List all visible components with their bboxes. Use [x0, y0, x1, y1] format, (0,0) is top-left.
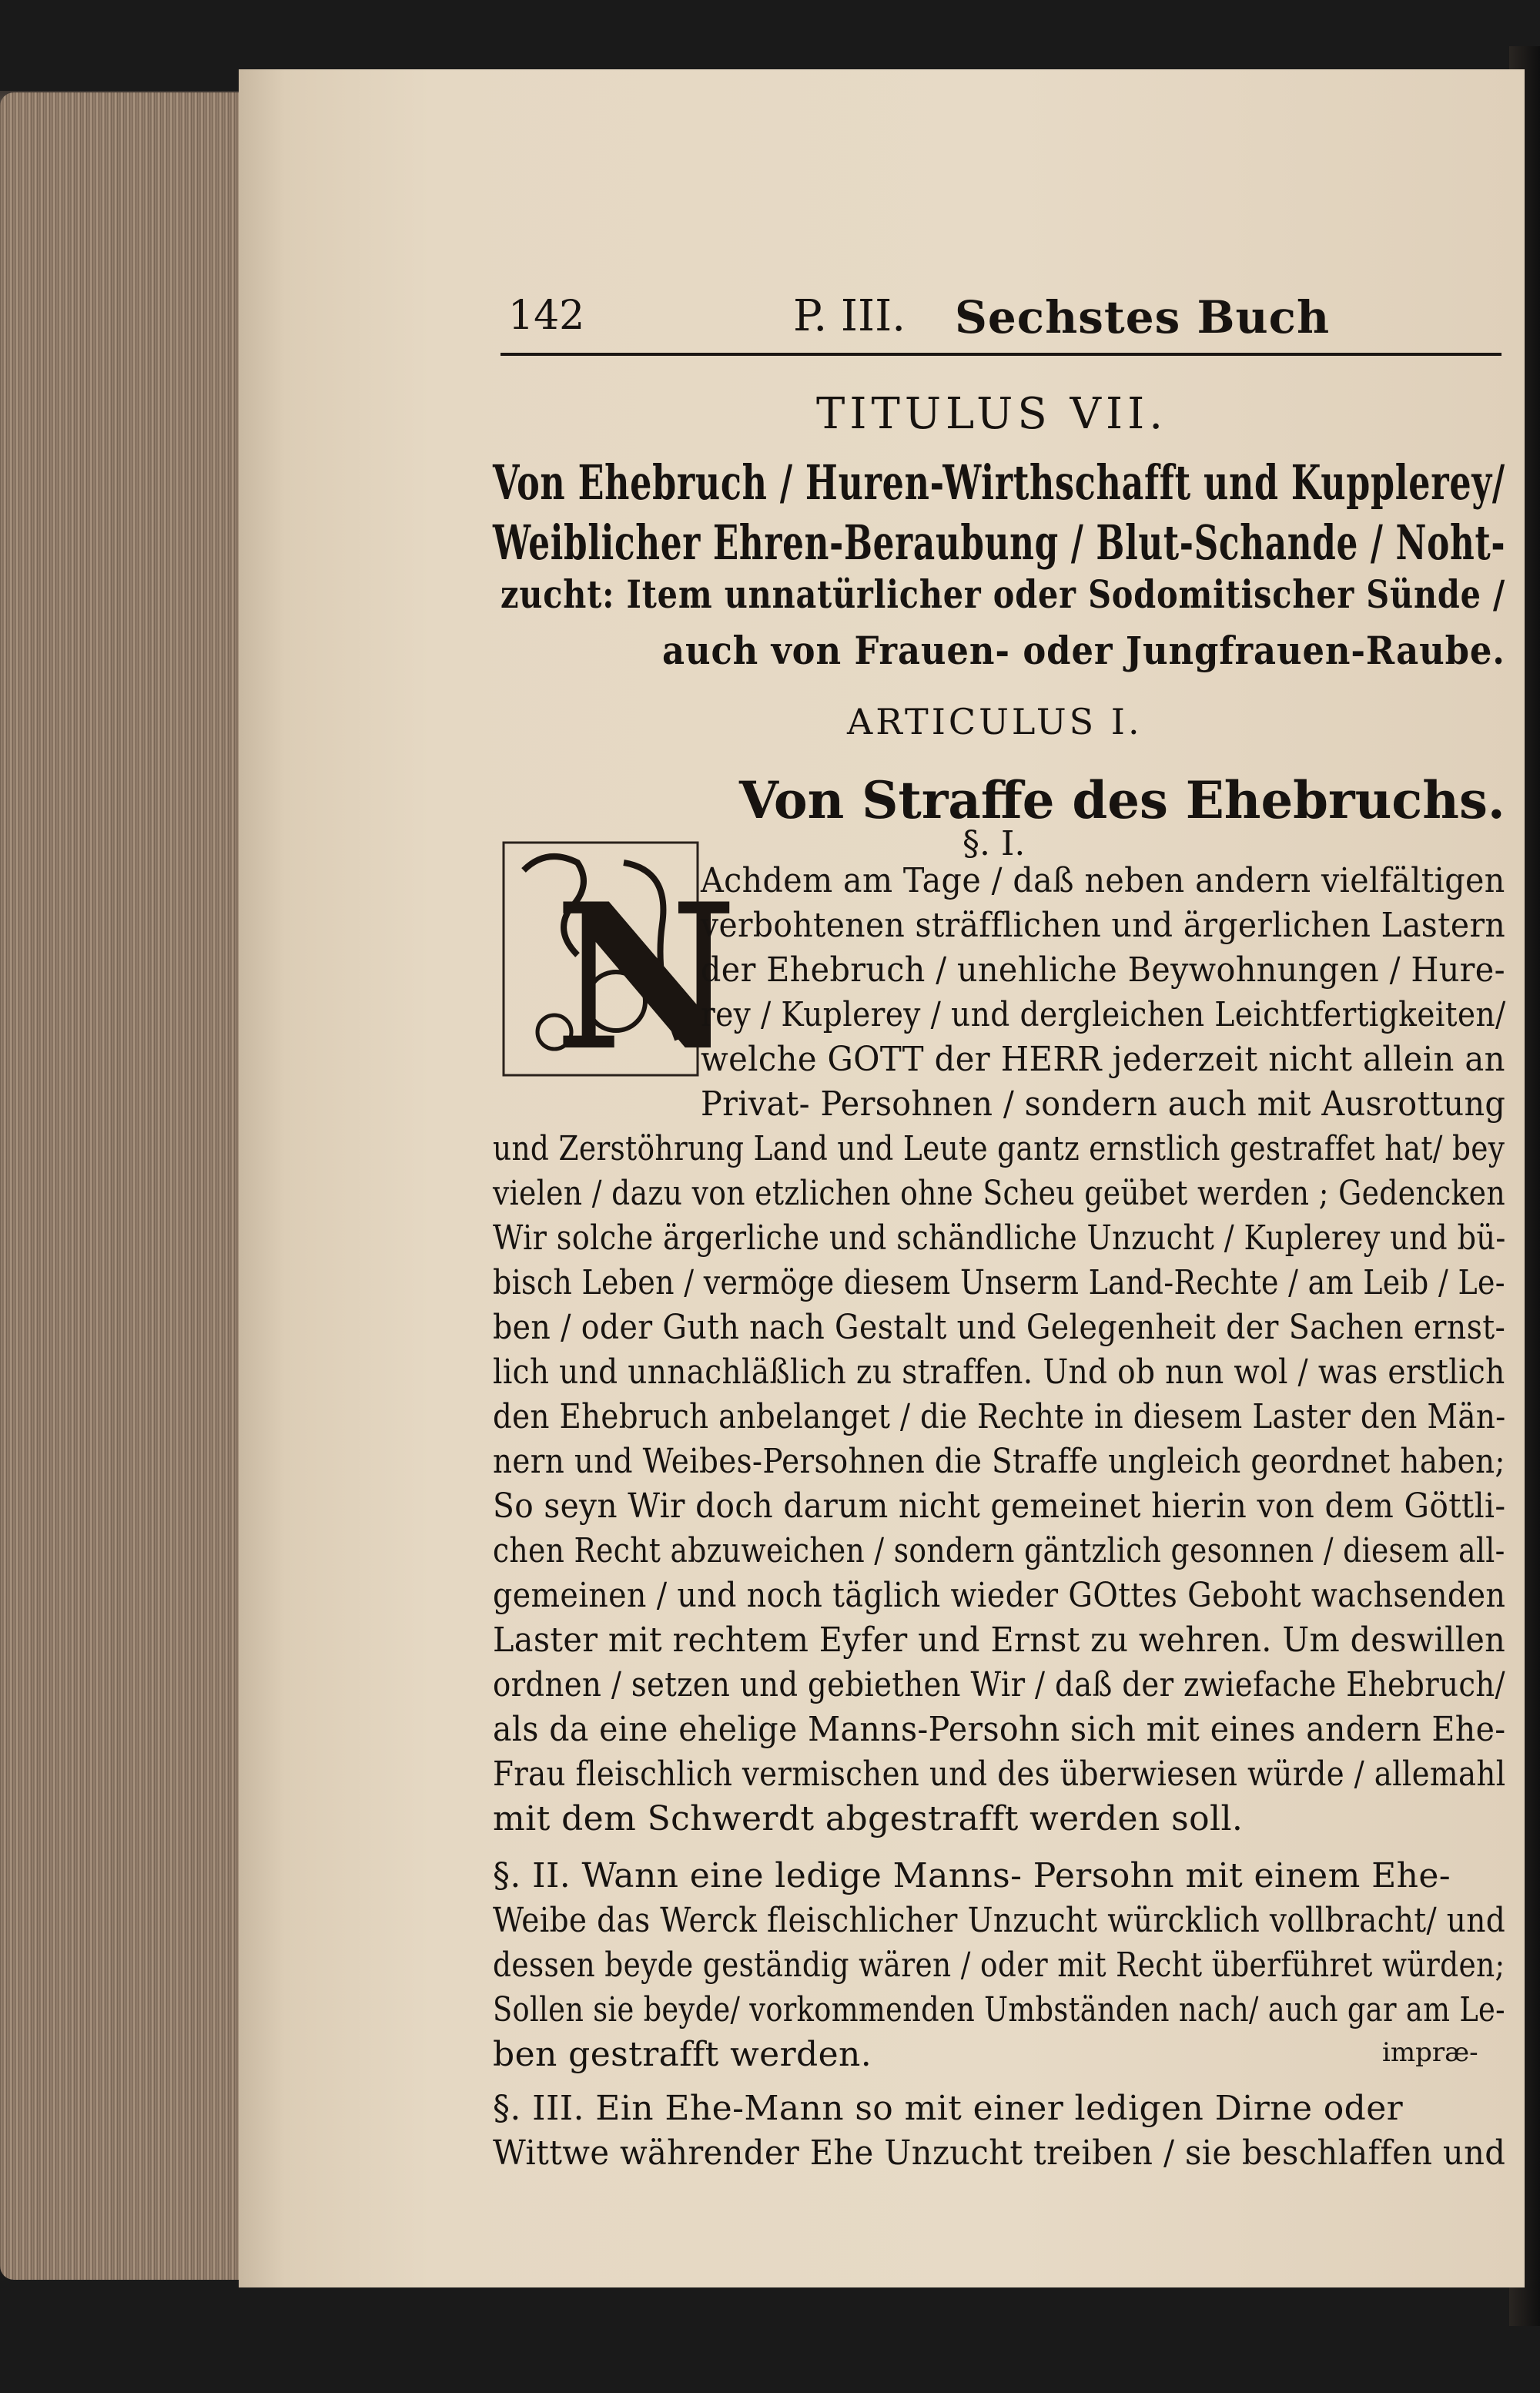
body-line: nern und Weibes-Persohnen die Straffe ungleich geordnet haben;: [493, 1442, 1505, 1481]
body-line: Wittwe währender Ehe Unzucht treiben / sie beschlaffen und: [493, 2133, 1506, 2173]
body-line: welche GOTT der HERR jederzeit nicht allein an: [701, 1040, 1505, 1079]
title-line: Von Ehebruch / Huren-Wirthschafft und Kupplerey/: [493, 454, 1505, 511]
titulus-heading: TITULUS VII.: [816, 389, 1167, 439]
header-rule: [500, 353, 1502, 356]
body-line: ben gestrafft werden.: [493, 2035, 872, 2074]
body-line: der Ehebruch / unehliche Beywohnungen / Hure-: [701, 950, 1505, 990]
body-line: dessen beyde geständig wären / oder mit Recht überführet würden;: [493, 1946, 1505, 1985]
body-line: So seyn Wir doch darum nicht gemeinet hierin von dem Göttli-: [493, 1486, 1506, 1526]
body-line: §. II. Wann eine ledige Manns- Persohn mit einem Ehe-: [493, 1856, 1451, 1895]
body-line: rey / Kuplerey / und dergleichen Leichtfertigkeiten/: [701, 995, 1506, 1034]
body-line: den Ehebruch anbelanget / die Rechte in diesem Laster den Män-: [493, 1397, 1506, 1436]
body-line: und Zerstöhrung Land und Leute gantz ernstlich gestraffet hat/ bey: [493, 1129, 1505, 1168]
body-line: lich und unnachläßlich zu straffen. Und ob nun wol / was erstlich: [493, 1352, 1505, 1392]
stacked-page-edges: [0, 92, 254, 2280]
body-line: Sollen sie beyde/ vorkommenden Umbständen nach/ auch gar am Le-: [493, 1990, 1505, 2029]
section-sign: §. I.: [962, 824, 1026, 863]
title-line: zucht: Item unnatürlicher oder Sodomitischer Sünde /: [500, 571, 1506, 617]
body-line: vielen / dazu von etzlichen ohne Scheu geübet werden ; Gedencken: [493, 1174, 1505, 1213]
title-line: auch von Frauen- oder Jungfrauen-Raube.: [662, 628, 1505, 673]
body-line: ben / oder Guth nach Gestalt und Gelegenheit der Sachen ernst-: [493, 1308, 1506, 1347]
body-line: Laster mit rechtem Eyfer und Ernst zu wehren. Um deswillen: [493, 1620, 1506, 1660]
body-line: Privat- Persohnen / sondern auch mit Ausrottung: [701, 1084, 1506, 1124]
articulus-title: Von Straffe des Ehebruchs.: [739, 770, 1505, 830]
body-line: Frau fleischlich vermischen und des überwiesen würde / allemahl: [493, 1755, 1506, 1794]
body-line: ordnen / setzen und gebiethen Wir / daß der zwiefache Ehebruch/: [493, 1665, 1505, 1704]
body-line: Achdem am Tage / daß neben andern vielfältigen: [701, 861, 1505, 900]
articulus-heading: ARTICULUS I.: [847, 701, 1143, 742]
body-line: als da eine ehelige Manns-Persohn sich mit eines andern Ehe-: [493, 1710, 1506, 1749]
body-line: bisch Leben / vermöge diesem Unserm Land-Rechte / am Leib / Le-: [493, 1263, 1505, 1302]
running-head-part: P. III.: [793, 291, 906, 341]
body-line: Wir solche ärgerliche und schändliche Unzucht / Kuplerey und bü-: [493, 1218, 1506, 1258]
body-line: §. III. Ein Ehe-Mann so mit einer ledigen Dirne oder: [493, 2089, 1404, 2128]
initial-letter: N: [554, 860, 738, 1095]
body-line: chen Recht abzuweichen / sondern gäntzlich gesonnen / diesem all-: [493, 1531, 1505, 1570]
page-number: 142: [508, 293, 585, 339]
body-line: Weibe das Werck fleischlicher Unzucht würcklich vollbracht/ und: [493, 1901, 1506, 1940]
body-line: mit dem Schwerdt abgestrafft werden soll.: [493, 1799, 1244, 1838]
body-line: verbohtenen sträfflichen und ärgerlichen Lastern: [701, 906, 1506, 945]
body-line: gemeinen / und noch täglich wieder GOttes Geboht wachsenden: [493, 1576, 1506, 1615]
catchword: impræ-: [1382, 2037, 1478, 2068]
ornamental-initial: [500, 840, 738, 1095]
running-head-book: Sechstes Buch: [955, 291, 1331, 344]
title-line: Weiblicher Ehren-Beraubung / Blut-Schande / Noht-: [493, 514, 1506, 571]
